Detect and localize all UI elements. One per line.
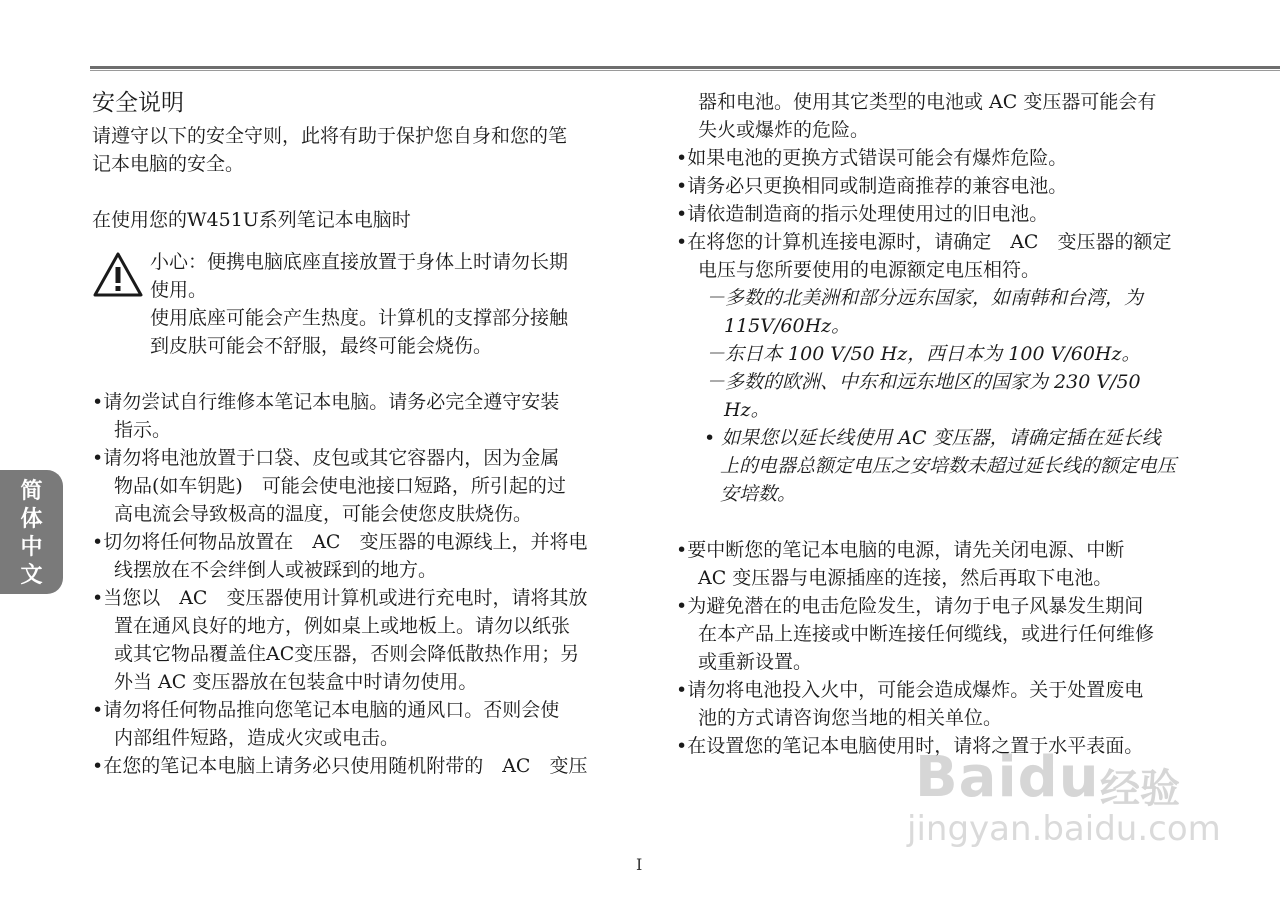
language-tab-char: 简 [20,479,43,504]
intro-line-1: 请遵守以下的安全守则，此将有助于保护您自身和您的笔 [92,125,568,147]
list-item: •请勿尝试自行维修本笔记本电脑。请务必完全遵守安装 [92,391,560,413]
list-item: •当您以 AC 变压器使用计算机或进行充电时，请将其放 [92,587,588,609]
list-item: •请依造制造商的指示处理使用过的旧电池。 [676,203,1049,225]
list-item: •请务必只更换相同或制造商推荐的兼容电池。 [676,175,1068,197]
caution-line-3: 使用底座可能会产生热度。计算机的支撑部分接触 [150,307,569,329]
caution-line-1: 小心：便携电脑底座直接放置于身体上时请勿长期 [150,251,569,273]
warning-triangle-icon [92,250,144,298]
extension-cord-note-cont: 上的电器总额定电压之安培数未超过延长线的额定电压 [720,455,1177,477]
list-item: •为避免潜在的电击危险发生，请勿于电子风暴发生期间 [676,595,1144,617]
watermark-logo: Baidu [915,745,1100,810]
list-item-cont: 外当 AC 变压器放在包装盒中时请勿使用。 [114,671,478,693]
list-item: •如果电池的更换方式错误可能会有爆炸危险。 [676,147,1068,169]
list-item: •在您的笔记本电脑上请务必只使用随机附带的 AC 变压 [92,755,588,777]
language-tab-char: 文 [20,563,43,588]
watermark-url: jingyan.baidu.com [907,809,1221,849]
extension-cord-note: • 如果您以延长线使用 AC 变压器，请确定插在延长线 [704,427,1161,449]
voltage-note: －多数的欧洲、中东和远东地区的国家为 230 V/50 [706,371,1141,393]
list-item-cont: 在本产品上连接或中断连接任何缆线，或进行任何维修 [698,623,1155,645]
list-item: •请勿将电池投入火中，可能会造成爆炸。关于处置废电 [676,679,1144,701]
list-item: •在将您的计算机连接电源时，请确定 AC 变压器的额定 [676,231,1172,253]
model-line: 在使用您的W451U系列笔记本电脑时 [92,209,411,231]
list-item-cont: 失火或爆炸的危险。 [698,119,870,141]
intro-line-2: 记本电脑的安全。 [92,153,245,175]
list-item-cont: 线摆放在不会绊倒人或被踩到的地方。 [114,559,438,581]
list-item: •要中断您的笔记本电脑的电源，请先关闭电源、中断 [676,539,1125,561]
header-rule [90,66,1280,71]
language-tab-char: 中 [20,535,43,560]
list-item-cont: 内部组件短路，造成火灾或电击。 [114,727,400,749]
caution-line-4: 到皮肤可能会不舒服，最终可能会烧伤。 [150,335,493,357]
caution-line-2: 使用。 [150,279,208,301]
list-item-cont: 指示。 [114,419,172,441]
voltage-note-cont: Hz。 [724,399,770,421]
right-column [676,88,1196,760]
list-item-cont: 或重新设置。 [698,651,813,673]
caution-block [92,248,610,360]
language-tab [0,470,63,594]
left-column [92,86,610,780]
section-title: 安全说明 [92,90,184,116]
list-item-cont: 置在通风良好的地方，例如桌上或地板上。请勿以纸张 [114,615,571,637]
page-number: I [636,855,643,874]
watermark-cn: 经验 [1100,766,1180,812]
list-item-cont: 或其它物品覆盖住AC变压器，否则会降低散热作用；另 [114,643,580,665]
voltage-note: －东日本 100 V/50 Hz，西日本为 100 V/60Hz。 [706,343,1141,365]
list-item-cont: 物品(如车钥匙) 可能会使电池接口短路，所引起的过 [114,475,566,497]
safety-list [92,388,610,780]
list-item: •请勿将任何物品推向您笔记本电脑的通风口。否则会使 [92,699,560,721]
list-item-cont: 高电流会导致极高的温度，可能会使您皮肤烧伤。 [114,503,533,525]
list-item-cont: 电压与您所要使用的电源额定电压相符。 [698,259,1041,281]
list-item: •切勿将任何物品放置在 AC 变压器的电源线上，并将电 [92,531,588,553]
language-tab-char: 体 [20,507,43,532]
list-item: •请勿将电池放置于口袋、皮包或其它容器内，因为金属 [92,447,560,469]
extension-cord-note-cont: 安培数。 [720,483,797,505]
list-item-cont: 器和电池。使用其它类型的电池或 AC 变压器可能会有 [698,91,1157,113]
list-item-cont: AC 变压器与电源插座的连接，然后再取下电池。 [698,567,1113,589]
list-item: •在设置您的笔记本电脑使用时，请将之置于水平表面。 [676,735,1144,757]
list-item-cont: 池的方式请咨询您当地的相关单位。 [698,707,1003,729]
voltage-note: －多数的北美洲和部分远东国家，如南韩和台湾，为 [706,287,1144,309]
voltage-note-cont: 115V/60Hz。 [724,315,851,337]
